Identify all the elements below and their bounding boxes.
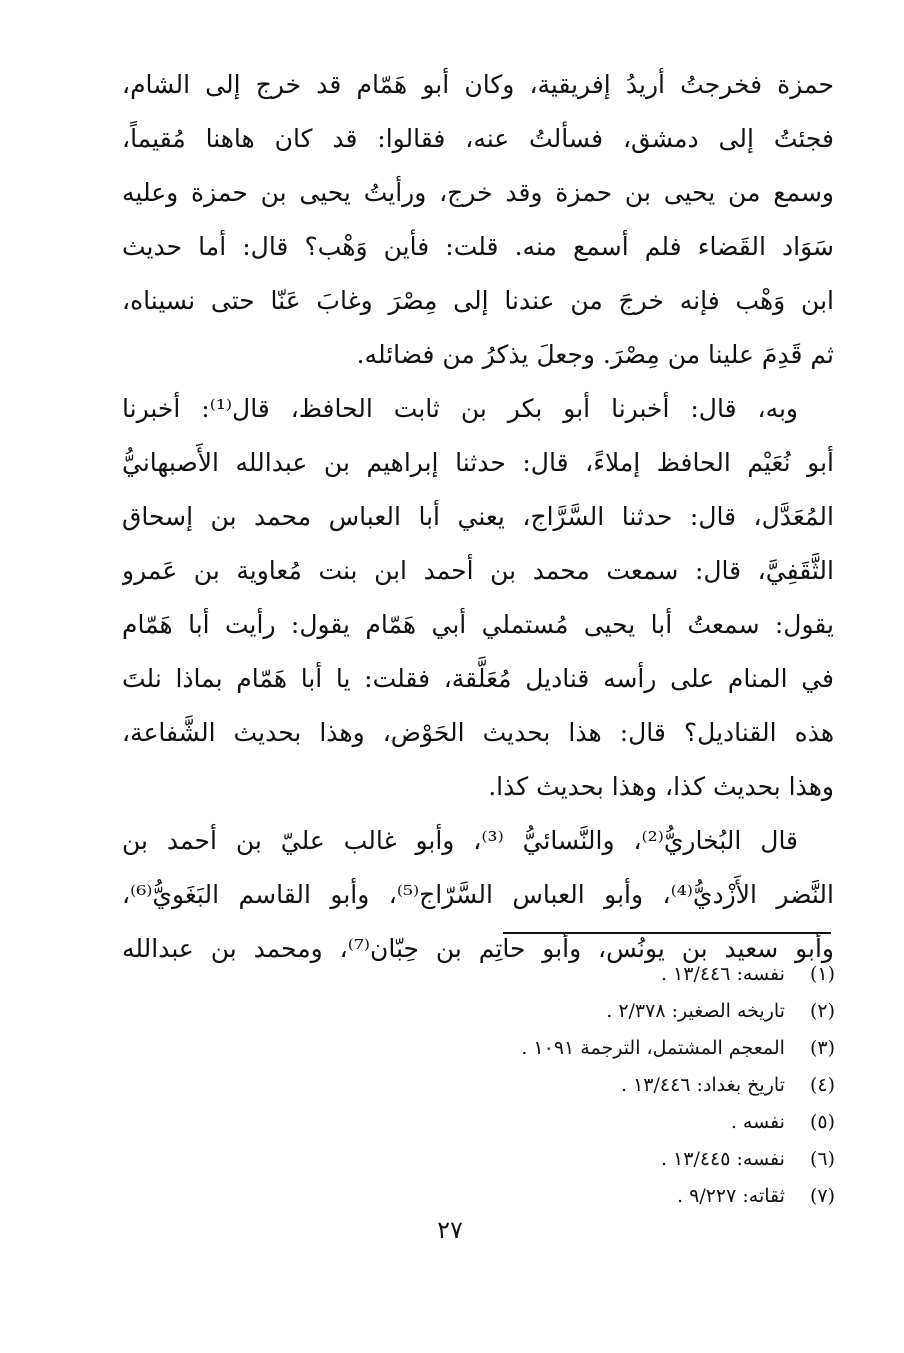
text-line: ثم قَدِمَ علينا من مِصْرَ. وجعلَ يذكرُ من فضائله.: [356, 340, 834, 369]
text-line: وأبو سعيد بن يونُس، وأبو حاتِم بن حِبّان⁽⁷⁾، ومحمد بن عبدالله: [122, 934, 834, 963]
footnote: [300, 1141, 835, 1178]
footnote-number: (١): [809, 963, 835, 985]
footnote-number: (٢): [809, 1000, 835, 1022]
main-text: [122, 58, 834, 976]
text-line: الثَّقَفِيَّ، قال: سمعت محمد بن أحمد ابن بنت مُعاوية بن عَمرو: [122, 556, 834, 585]
footnote: [300, 1178, 835, 1215]
footnote-number: (٥): [809, 1111, 835, 1133]
text-line: وبه، قال: أخبرنا أبو بكر بن ثابت الحافظ، قال⁽¹⁾: أخبرنا: [122, 394, 799, 423]
text-line: المُعَدَّل، قال: حدثنا السَّرَّاج، يعني أبا العباس محمد بن إسحاق: [122, 502, 834, 531]
footnote-text: تاريخ بغداد: ١٣/٤٤٦ .: [620, 1074, 785, 1096]
footnote-text: ثقاته: ٩/٢٢٧ .: [677, 1185, 785, 1207]
text-line: ابن وَهْب فإنه خرجَ من عندنا إلى مِصْرَ وغابَ عَنّا حتى نسيناه،: [122, 286, 834, 315]
text-line: حمزة فخرجتُ أريدُ إفريقية، وكان أبو هَمّام قد خرج إلى الشام،: [122, 70, 834, 99]
text-line: وهذا بحديث كذا، وهذا بحديث كذا.: [488, 772, 834, 801]
footnote-number: (٣): [809, 1037, 835, 1059]
footnote-number: (٤): [809, 1074, 835, 1096]
footnote-text: تاريخه الصغير: ٢/٣٧٨ .: [606, 1000, 785, 1022]
text-line: هذه القناديل؟ قال: هذا بحديث الحَوْض، وهذا بحديث الشَّفاعة،: [122, 718, 834, 747]
text-line: وسمع من يحيى بن حمزة وقد خرج، ورأيتُ يحيى بن حمزة وعليه: [122, 178, 834, 207]
footnote-number: (٧): [809, 1185, 835, 1207]
text-line: يقول: سمعتُ أبا يحيى مُستملي أبي هَمّام يقول: رأيت أبا هَمّام: [122, 610, 834, 639]
footnote-separator: [503, 932, 831, 934]
footnote-text: المعجم المشتمل، الترجمة ١٠٩١ .: [521, 1037, 785, 1059]
page-number: ٢٧: [437, 1216, 463, 1244]
text-line: فجئتُ إلى دمشق، فسألتُ عنه، فقالوا: قد كان هاهنا مُقيماً،: [122, 124, 834, 153]
footnotes: [300, 956, 835, 1215]
footnote: [300, 993, 835, 1030]
footnote-number: (٦): [809, 1148, 835, 1170]
footnote: [300, 956, 835, 993]
text-line: قال البُخاريُّ⁽²⁾، والنَّسائيُّ ⁽³⁾، وأبو غالب عليّ بن أحمد بن: [122, 826, 799, 855]
footnote-text: نفسه: ١٣/٤٤٦ .: [660, 963, 785, 985]
text-line: أبو نُعَيْم الحافظ إملاءً، قال: حدثنا إبراهيم بن عبدالله الأَصبهانيُّ: [122, 448, 834, 477]
footnote: [300, 1067, 835, 1104]
footnote: [300, 1030, 835, 1067]
text-line: في المنام على رأسه قناديل مُعَلَّقة، فقلت: يا أبا هَمّام بماذا نلتَ: [122, 664, 834, 693]
text-line: سَوَاد القَضاء فلم أسمع منه. قلت: فأين وَهْب؟ قال: أما حديث: [122, 232, 834, 261]
footnote-text: نفسه .: [730, 1111, 785, 1133]
footnote-text: نفسه: ١٣/٤٤٥ .: [660, 1148, 785, 1170]
text-line: النَّضر الأَزْديُّ⁽⁴⁾، وأبو العباس السَّرّاج⁽⁵⁾، وأبو القاسم البَغَويُّ⁽⁶⁾،: [122, 880, 834, 909]
footnote: [300, 1104, 835, 1141]
